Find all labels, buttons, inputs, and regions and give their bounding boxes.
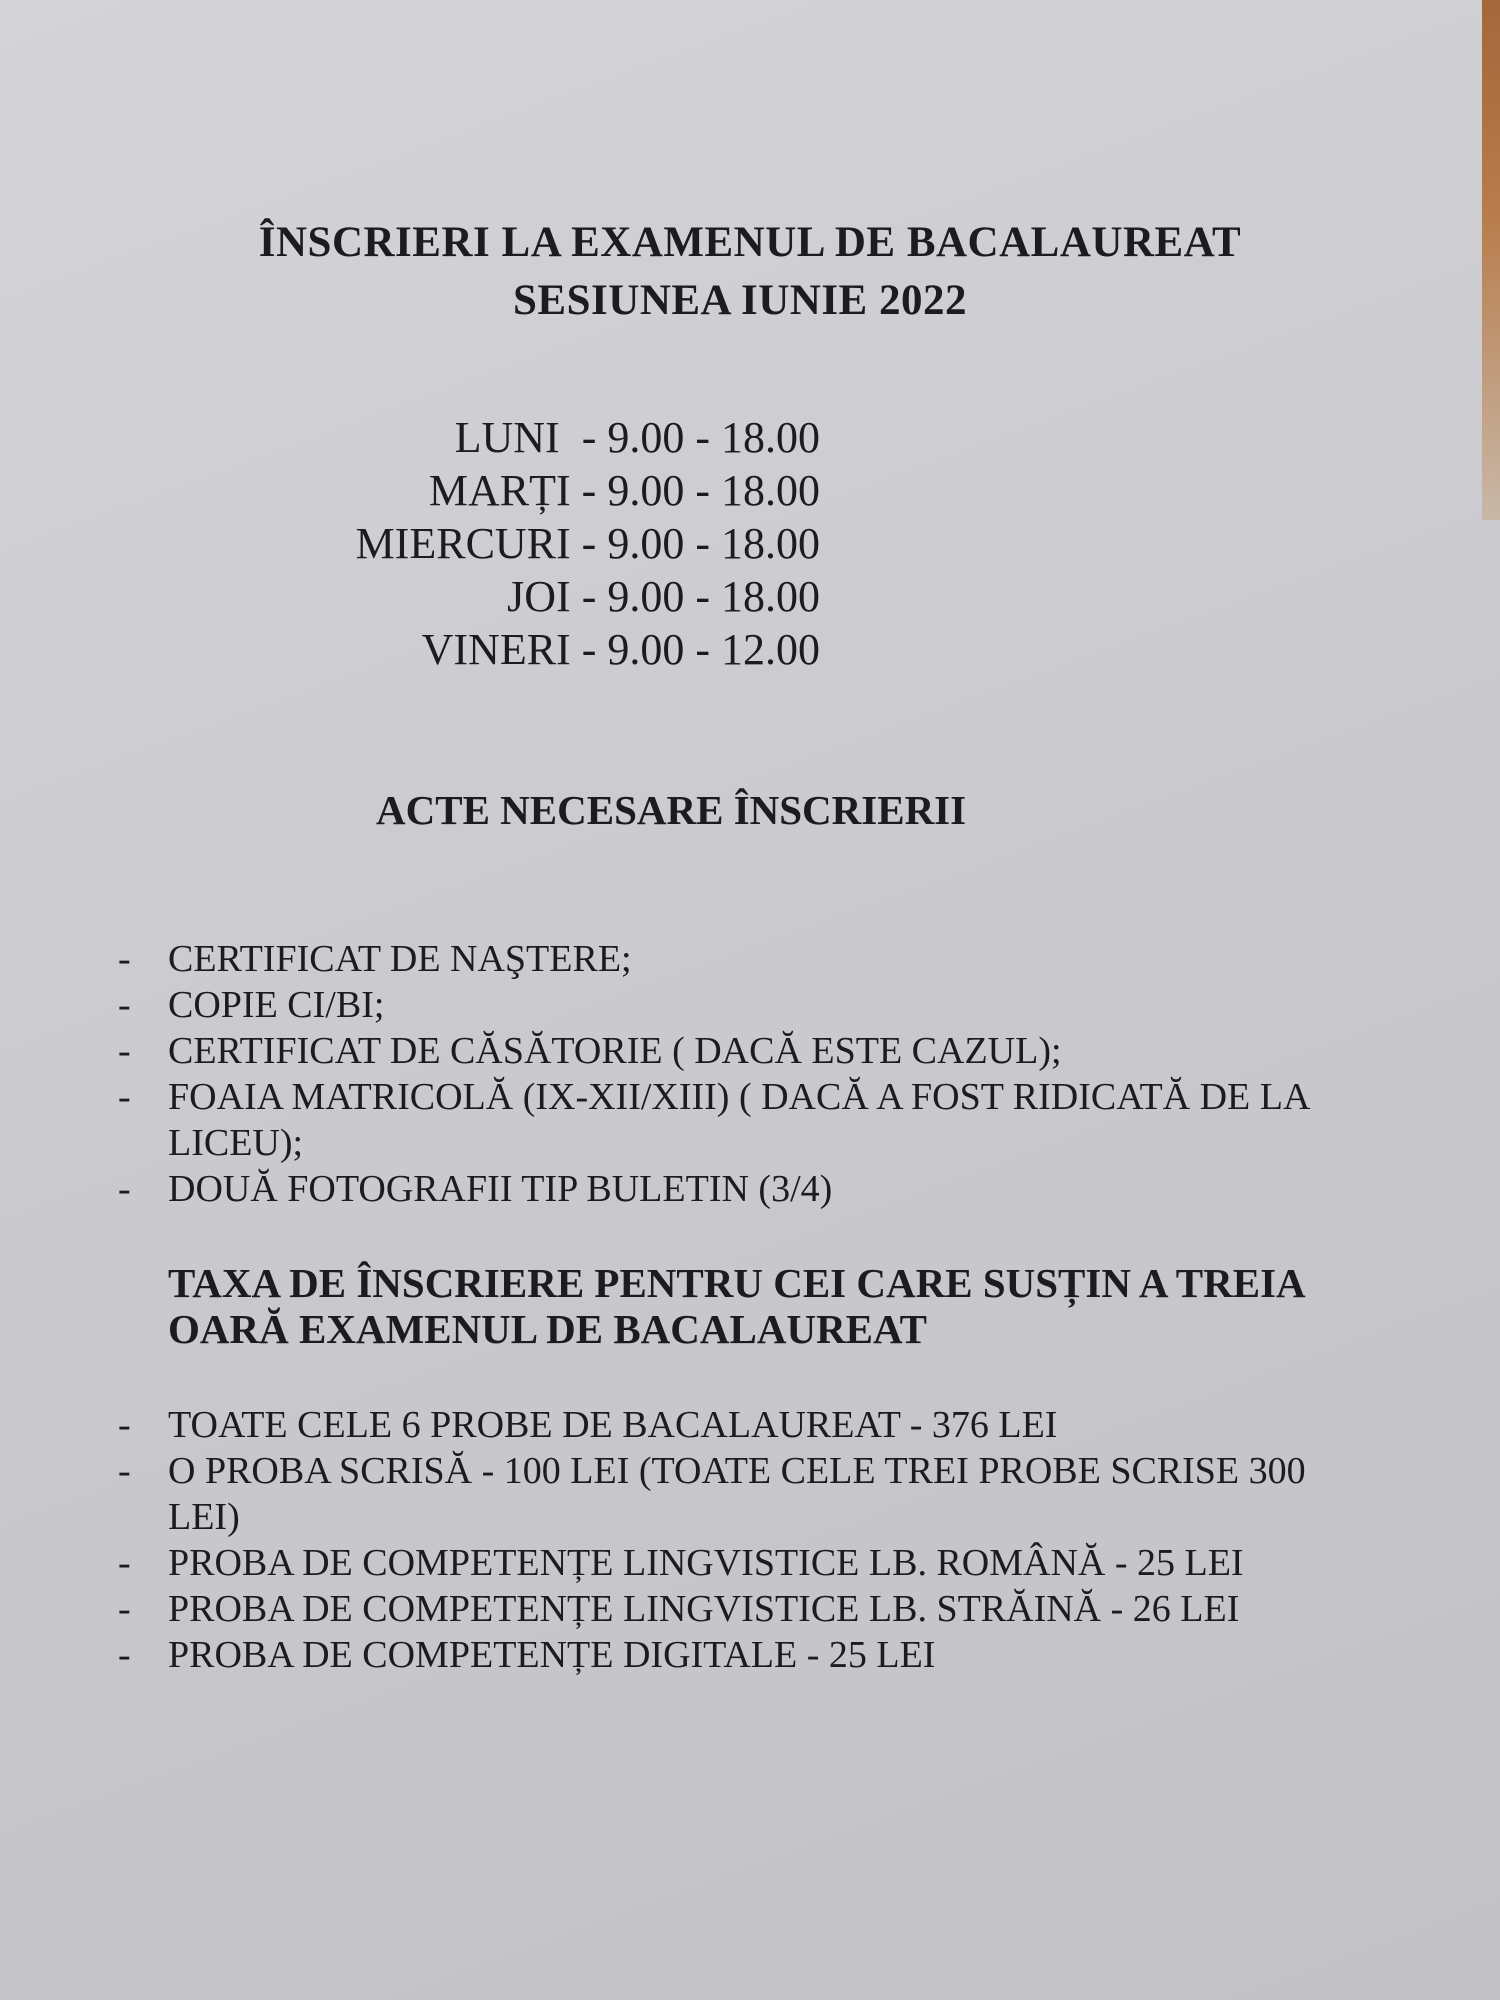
bullet-dash: - [118,1168,131,1210]
list-item [118,1074,1368,1166]
bullet-dash: - [118,984,131,1026]
list-item [118,1402,1368,1448]
list-item-text: COPIE CI/BI; [168,984,385,1026]
page-subtitle: SESIUNEA IUNIE 2022 [513,277,967,324]
list-item-text: DOUĂ FOTOGRAFII TIP BULETIN (3/4) [168,1168,833,1210]
schedule-row-luni: LUNI - 9.00 - 18.00 [454,413,820,462]
page-title: ÎNSCRIERI LA EXAMENUL DE BACALAUREAT [258,219,1242,266]
list-item [118,1586,1368,1632]
bullet-dash: - [118,1030,131,1072]
bullet-dash: - [118,1076,131,1118]
schedule-row-miercuri: MIERCURI - 9.00 - 18.00 [355,519,820,568]
list-item-text: CERTIFICAT DE CĂSĂTORIE ( DACĂ ESTE CAZUL); [168,1030,1062,1072]
list-item [118,1448,1368,1540]
fees-list [118,1402,1368,1678]
fees-heading: TAXA DE ÎNSCRIERE PENTRU CEI CARE SUSȚIN A TREIA OARĂ EXAMENUL DE BACALAUREAT [168,1260,1304,1352]
bullet-dash: - [118,1588,131,1630]
list-item-text: PROBA DE COMPETENȚE DIGITALE - 25 LEI [168,1634,936,1676]
schedule-list [0,412,820,677]
bullet-dash: - [118,1542,131,1584]
list-item [118,1166,1368,1212]
list-item-text: PROBA DE COMPETENȚE LINGVISTICE LB. ROMÂNĂ - 25 LEI [168,1542,1244,1584]
documents-list [118,936,1368,1212]
list-item-text: PROBA DE COMPETENȚE LINGVISTICE LB. STRĂINĂ - 26 LEI [168,1588,1240,1630]
schedule-row-vineri: VINERI - 9.00 - 12.00 [421,625,820,674]
documents-heading: ACTE NECESARE ÎNSCRIERII [376,787,967,833]
list-item [118,1632,1368,1678]
list-item-text: CERTIFICAT DE NAŞTERE; [168,938,632,980]
schedule-row-joi: JOI - 9.00 - 18.00 [507,572,820,621]
list-item-text: O PROBA SCRISĂ - 100 LEI (TOATE CELE TREI PROBE SCRISE 300 LEI) [168,1450,1306,1538]
list-item-text: FOAIA MATRICOLĂ (IX-XII/XIII) ( DACĂ A FOST RIDICATĂ DE LA LICEU); [168,1076,1309,1164]
schedule-row-marti: MARȚI - 9.00 - 18.00 [428,466,820,515]
bullet-dash: - [118,1404,131,1446]
bullet-dash: - [118,938,131,980]
list-item [118,982,1368,1028]
list-item [118,936,1368,982]
list-item [118,1540,1368,1586]
list-item [118,1028,1368,1074]
list-item-text: TOATE CELE 6 PROBE DE BACALAUREAT - 376 LEI [168,1404,1058,1446]
bullet-dash: - [118,1450,131,1492]
bullet-dash: - [118,1634,131,1676]
